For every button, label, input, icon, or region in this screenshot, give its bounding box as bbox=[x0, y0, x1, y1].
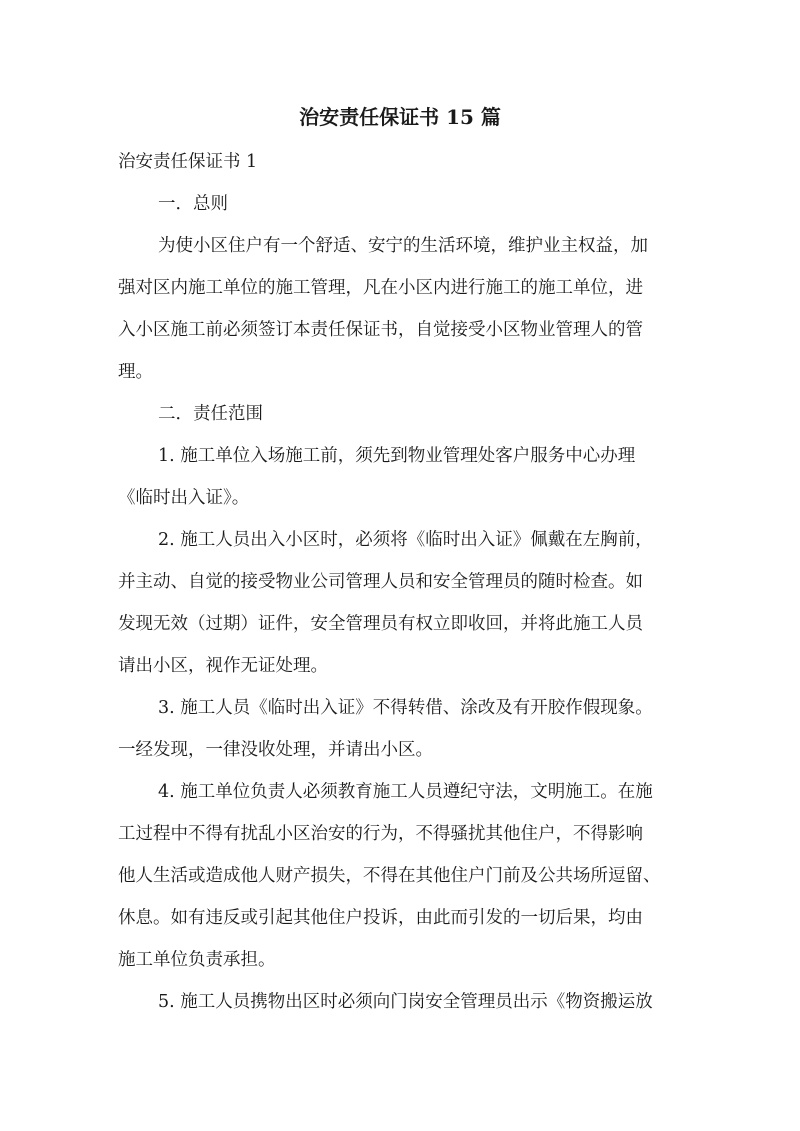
heading-scope: 二．责任范围 bbox=[158, 404, 263, 424]
item-2-line: 发现无效（过期）证件，安全管理员有权立即收回，并将此施工人员 bbox=[118, 614, 643, 634]
paragraph-line: 为使小区住户有一个舒适、安宁的生活环境，维护业主权益，加 bbox=[158, 236, 648, 256]
section-subtitle: 治安责任保证书 1 bbox=[118, 152, 258, 172]
paragraph-line: 强对区内施工单位的施工管理，凡在小区内进行施工的施工单位，进 bbox=[118, 278, 643, 298]
item-2-line: 2. 施工人员出入小区时，必须将《临时出入证》佩戴在左胸前， bbox=[158, 530, 653, 550]
item-1-line: 《临时出入证》。 bbox=[118, 488, 250, 508]
item-4-line: 他人生活或造成他人财产损失，不得在其他住户门前及公共场所逗留、 bbox=[118, 866, 661, 886]
item-4-line: 休息。如有违反或引起其他住户投诉，由此而引发的一切后果，均由 bbox=[118, 908, 643, 928]
item-2-line: 请出小区，视作无证处理。 bbox=[118, 656, 328, 676]
item-4-line: 4. 施工单位负责人必须教育施工人员遵纪守法，文明施工。在施 bbox=[158, 782, 653, 802]
paragraph-line: 理。 bbox=[118, 362, 153, 382]
item-3-line: 3. 施工人员《临时出入证》不得转借、涂改及有开胶作假现象。 bbox=[158, 698, 653, 718]
item-2-line: 并主动、自觉的接受物业公司管理人员和安全管理员的随时检查。如 bbox=[118, 572, 643, 592]
item-1-line: 1. 施工单位入场施工前，须先到物业管理处客户服务中心办理 bbox=[158, 446, 636, 466]
item-3-line: 一经发现，一律没收处理，并请出小区。 bbox=[118, 740, 433, 760]
item-4-line: 施工单位负责承担。 bbox=[118, 950, 276, 970]
heading-general: 一．总则 bbox=[158, 194, 228, 214]
paragraph-line: 入小区施工前必须签订本责任保证书，自觉接受小区物业管理人的管 bbox=[118, 320, 643, 340]
item-5-line: 5. 施工人员携物出区时必须向门岗安全管理员出示《物资搬运放 bbox=[158, 992, 653, 1012]
document-body bbox=[118, 141, 684, 1023]
item-4-line: 工过程中不得有扰乱小区治安的行为，不得骚扰其他住户，不得影响 bbox=[118, 824, 643, 844]
document-title: 治安责任保证书 15 篇 bbox=[299, 105, 501, 129]
